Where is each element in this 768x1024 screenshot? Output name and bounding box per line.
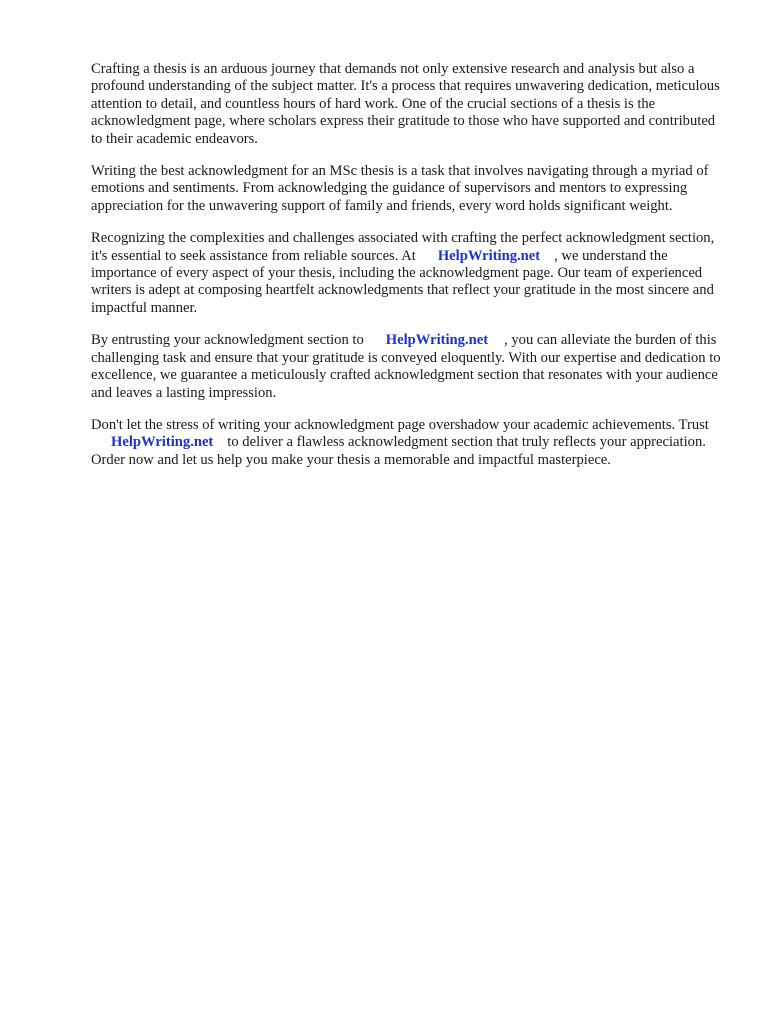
- paragraph-recognizing: [91, 230, 725, 317]
- paragraph-msc-thesis: Writing the best acknowledgment for an MSc thesis is a task that involves navigating through a myriad of emotions and sentiments. From acknowledging the guidance of supervisors and mentors to expressing appreciation for the unwavering support of family and friends, every word holds significant weight.: [91, 163, 709, 214]
- paragraph-text: , we understand the importance of every aspect of your thesis, including the acknowledgment page. Our team of experienced writers is adept at composing heartfelt acknowledgments that reflect your gratitude in the most sincere and impactful manner.: [91, 247, 714, 316]
- paragraph-text: Don't let the stress of writing your acknowledgment page overshadow your academic achievements. Trust: [91, 416, 709, 433]
- paragraph-text: , you can alleviate the burden of this challenging task and ensure that your gratitude is conveyed eloquently. With our expertise and dedication to excellence, we guarantee a meticulously crafted acknowledgment section that resonates with your audience and leaves a lasting impression.: [91, 332, 721, 401]
- helpwriting-link[interactable]: HelpWriting.net: [385, 332, 489, 349]
- paragraph-call-to-action: [91, 417, 725, 469]
- paragraph-text: By entrusting your acknowledgment section to: [91, 332, 364, 349]
- paragraph-intro: Crafting a thesis is an arduous journey that demands not only extensive research and analysis but also a profound understanding of the subject matter. It's a process that requires unwavering dedication, meticulous attention to detail, and countless hours of hard work. One of the crucial sections of a thesis is the acknowledgment page, where scholars express their gratitude to those who have supported and contributed to their academic endeavors.: [91, 61, 720, 147]
- paragraph-entrusting: [91, 332, 725, 402]
- paragraph-text: Recognizing the complexities and challenges associated with crafting the perfect acknowledgment section, it's essential to seek assistance from reliable sources. At: [91, 230, 715, 264]
- helpwriting-link[interactable]: HelpWriting.net: [111, 434, 214, 451]
- helpwriting-link[interactable]: HelpWriting.net: [437, 247, 541, 264]
- paragraph-text: to deliver a flawless acknowledgment section that truly reflects your appreciation. Order now and let us help you make your thesis a memorable and impactful masterpiece.: [91, 434, 706, 468]
- document-body: [91, 61, 725, 484]
